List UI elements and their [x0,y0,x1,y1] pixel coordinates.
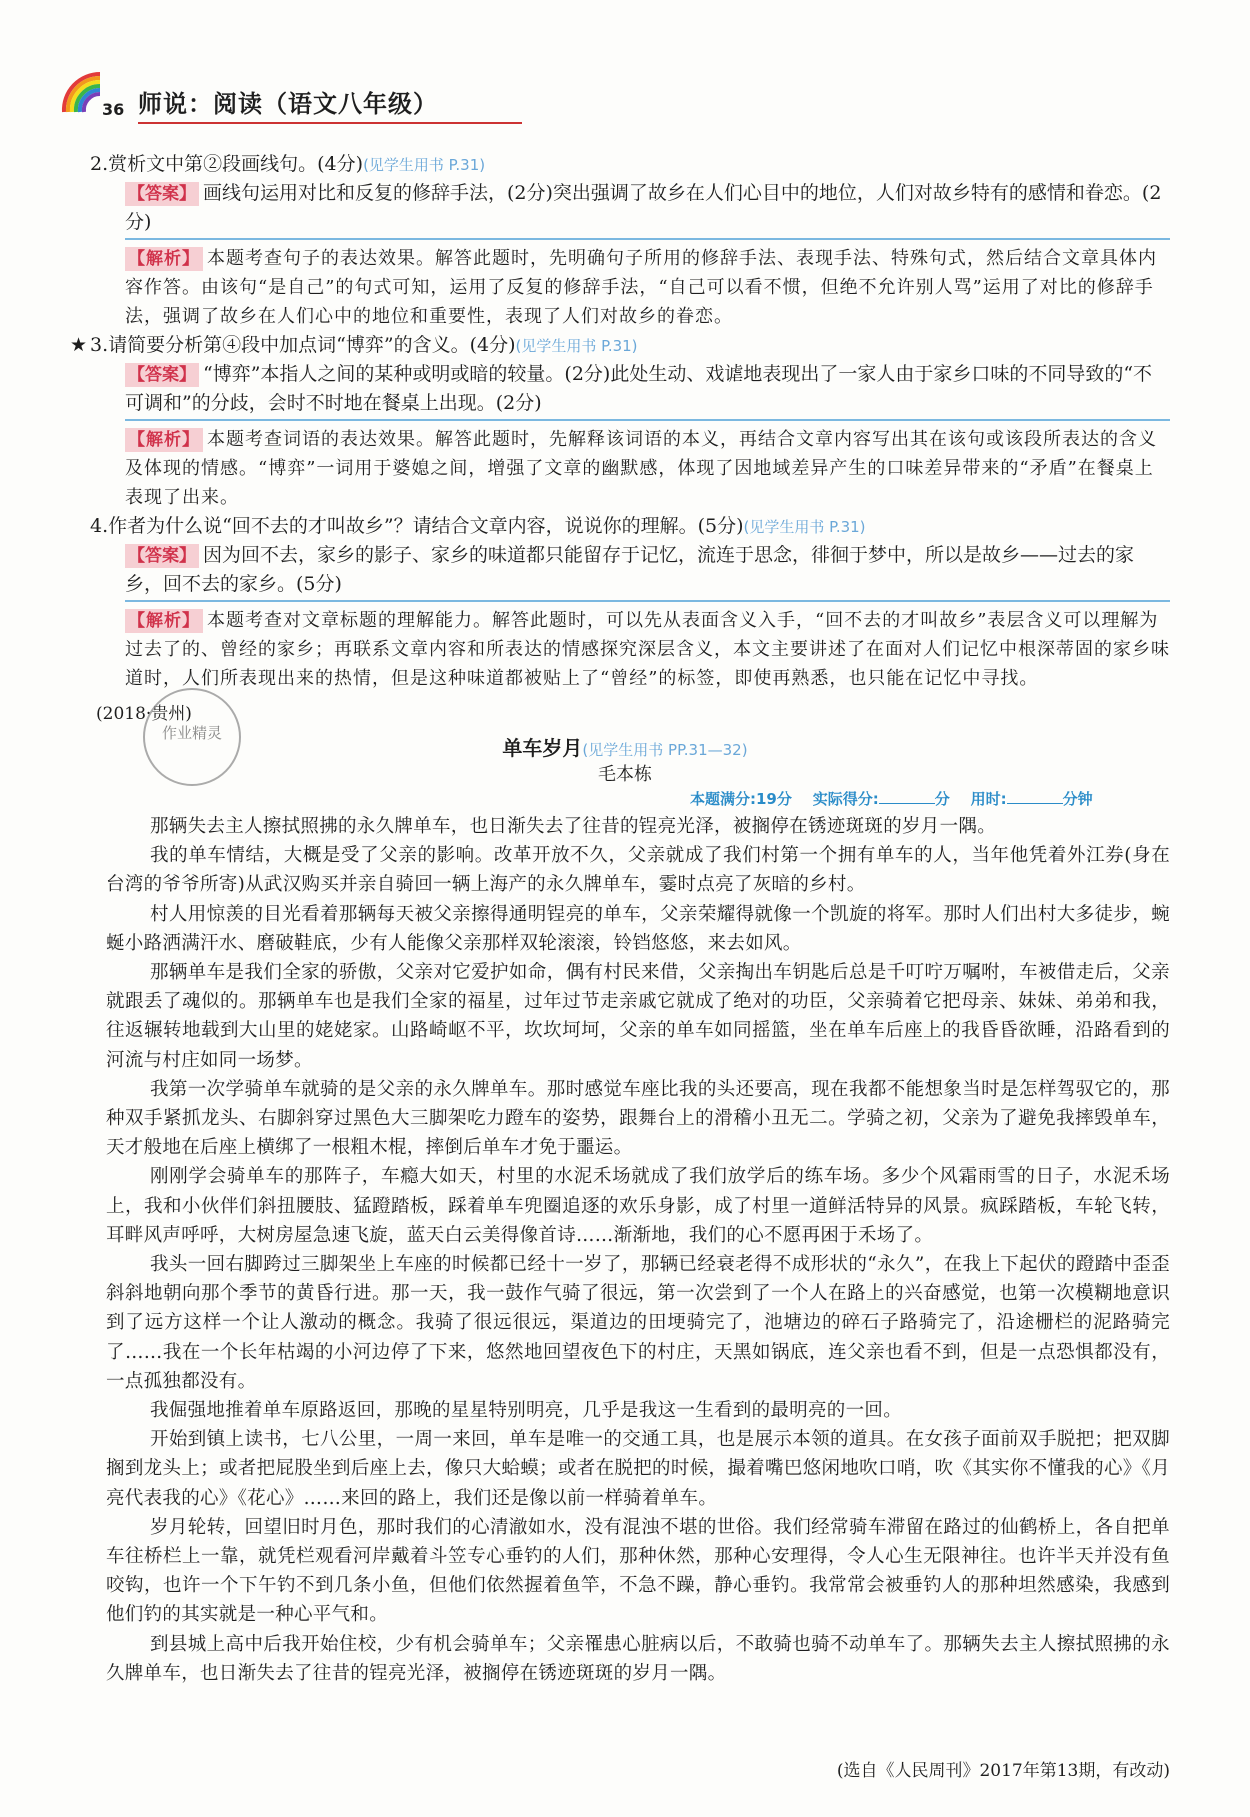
analysis-block [125,244,1170,331]
answer-text: “博弈”本指人之间的某种或明或暗的较量。(2分)此处生动、戏谑地表现出了一家人由于家乡口味的不同导致的“不可调和”的分歧，会时不时地在餐桌上出现。(2分) [125,363,1153,414]
article-paragraph: 那辆失去主人擦拭照拂的永久牌单车，也日渐失去了往昔的锃亮光泽，被搁停在锈迹斑斑的岁月一隅。 [150,816,997,837]
article-paragraph: 开始到镇上读书，七八公里，一周一来回，单车是唯一的交通工具，也是展示本领的道具。在女孩子面前双手脱把；把双脚搁到龙头上；或者把屁股坐到后座上去，像只大蛤蟆；或者在脱把的时候，撮着嘴巴悠闲地吹口哨，吹《其实你不懂我的心》《月亮代表我的心》《花心》……来回的路上，我们还是像以前一样骑着单车。 [106,1429,1170,1509]
article-paragraph: 我倔强地推着单车原路返回，那晚的星星特别明亮，几乎是我这一生看到的最明亮的一回。 [150,1400,903,1422]
article-title: 单车岁月(见学生用书 PP.31—32) [502,736,748,760]
article-paragraph: 岁月轮转，回望旧时月色，那时我们的心清澈如水，没有混浊不堪的世俗。我们经常骑车滞留在路过的仙鹤桥上，各自把单车往桥栏上一靠，就凭栏观看河岸戴着斗笠专心垂钓的人们，那种休然，那种心安理得，令人心生无限神往。也许半天并没有鱼咬钩，也许一个下午钓不到几条小鱼，但他们依然握着鱼竿，不急不躁，静心垂钓。我常常会被垂钓人的那种坦然感染，我感到他们钓的其实就是一种心平气和。 [106,1516,1170,1626]
question-ref: (见学生用书 P.31) [363,156,486,174]
score-actual-blank[interactable] [879,803,935,804]
question-text: 赏析文中第②段画线句。(4分) [108,153,364,175]
question-text: 请简要分析第④段中加点词“博弈”的含义。(4分) [108,334,516,356]
analysis-text: 本题考查对文章标题的理解能力。解答此题时，可以先从表面含义入手，“回不去的才叫故乡”表层含义可以理解为过去了的、曾经的家乡；再联系文章内容和所表达的情感探究深层含义，本文主要讲述了在面对人们记忆中根深蒂固的家乡味道时，人们所表现出来的热情，但是这种味道都被贴上了“曾经”的标签，即使再熟悉，也只能在记忆中寻找。 [125,610,1170,689]
score-total: 本题满分:19分 [690,790,792,808]
article-paragraph: 到县城上高中后我开始住校，少有机会骑单车；父亲罹患心脏病以后，不敢骑也骑不动单车了。那辆失去主人擦拭照拂的永久牌单车，也日渐失去了往昔的锃亮光泽，被搁停在锈迹斑斑的岁月一隅。 [106,1633,1170,1684]
answer-text: 画线句运用对比和反复的修辞手法，(2分)突出强调了故乡在人们心目中的地位，人们对故乡特有的感情和眷恋。(2分) [125,182,1162,233]
star-icon: ★ [70,334,88,356]
score-actual-label: 实际得分: [812,790,879,808]
answer-block [125,360,1170,421]
answer-block [125,179,1170,240]
question-ref: (见学生用书 P.31) [743,518,866,536]
stamp-text: 作业精灵 [161,724,222,742]
rainbow-logo-icon [60,66,104,114]
header-divider [138,122,522,124]
analysis-tag: 【解析】 [125,247,203,271]
book-title: 师说：阅读（语文八年级） [138,89,438,118]
question-text: 作者为什么说“回不去的才叫故乡”？请结合文章内容，说说你的理解。(5分) [108,515,744,537]
article-paragraph: 那辆单车是我们全家的骄傲，父亲对它爱护如命，偶有村民来借，父亲掏出车钥匙后总是千叮咛万嘱咐，车被借走后，父亲就跟丢了魂似的。那辆单车也是我们全家的福星，过年过节走亲戚它就成了绝对的功臣，父亲骑着它把母亲、妹妹、弟弟和我，往返辗转地载到大山里的姥姥家。山路崎岖不平，坎坎坷坷，父亲的单车如同摇篮，坐在单车后座上的我昏昏欲睡，沿路看到的河流与村庄如同一场梦。 [106,962,1170,1071]
article-paragraph: 我的单车情结，大概是受了父亲的影响。改革开放不久，父亲就成了我们村第一个拥有单车的人，当年他凭着外江券(身在台湾的爷爷所寄)从武汉购买并亲自骑回一辆上海产的永久牌单车，霎时点亮了灰暗的乡村。 [106,845,1170,896]
article-ref: (见学生用书 PP.31—32) [582,741,748,759]
question-ref: (见学生用书 P.31) [515,337,638,355]
time-blank[interactable] [1007,803,1063,804]
article-paragraph: 我头一回右脚跨过三脚架坐上车座的时候都已经十一岁了，那辆已经衰老得不成形状的“永久”，在我上下起伏的蹬踏中歪歪斜斜地朝向那个季节的黄昏行进。那一天，我一鼓作气骑了很远，第一次尝到了一个人在路上的兴奋感觉，也第一次模糊地意识到了远方这样一个让人激动的概念。我骑了很远很远，渠道边的田埂骑完了，池塘边的碎石子路骑完了，沿途栅栏的泥路骑完了……我在一个长年枯竭的小河边停了下来，悠然地回望夜色下的村庄，天黑如锅底，连父亲也看不到，但是一点恐惧都没有，一点孤独都没有。 [106,1254,1170,1392]
source-note: (2018·贵州) [96,704,192,724]
article-author: 毛本栋 [598,764,652,785]
answer-text: 因为回不去，家乡的影子、家乡的味道都只能留存于记忆，流连于思念，徘徊于梦中，所以是故乡——过去的家乡，回不去的家乡。(5分) [125,544,1135,595]
question-2: 2.赏析文中第②段画线句。(4分)(见学生用书 P.31) [90,153,486,175]
answer-tag: 【答案】 [125,544,199,568]
article-paragraph: 我第一次学骑单车就骑的是父亲的永久牌单车。那时感觉车座比我的头还要高，现在我都不能想象当时是怎样驾驭它的，那种双手紧抓龙头、右脚斜穿过黑色大三脚架吃力蹬车的姿势，跟舞台上的滑稽小丑无二。学骑之初，父亲为了避免我摔毁单车，天才般地在后座上横绑了一根粗木棍，摔倒后单车才免于噩运。 [106,1078,1170,1159]
score-bar: 本题满分:19分 实际得分: 分 用时: 分钟 [690,790,1093,808]
article-paragraph: 村人用惊羡的目光看着那辆每天被父亲擦得通明锃亮的单车，父亲荣耀得就像一个凯旋的将军。那时人们出村大多徒步，蜿蜒小路洒满汗水、磨破鞋底，少有人能像父亲那样双轮滚滚，铃铛悠悠，来去如风。 [106,903,1170,954]
analysis-tag: 【解析】 [125,609,203,633]
answer-tag: 【答案】 [125,182,199,206]
analysis-tag: 【解析】 [125,428,203,452]
time-label: 用时: [970,790,1007,808]
answer-block [125,541,1170,602]
question-3: ★ 3.请简要分析第④段中加点词“博弈”的含义。(4分)(见学生用书 P.31) [90,331,1170,360]
answer-tag: 【答案】 [125,363,199,387]
article-citation: (选自《人民周刊》2017年第13期，有改动) [836,1761,1170,1781]
page-header [60,66,480,126]
article-body [106,812,1170,1688]
analysis-text: 本题考查词语的表达效果。解答此题时，先解释该词语的本义，再结合文章内容写出其在该句或该段所表达的含义及体现的情感。“博弈”一词用于婆媳之间，增强了文章的幽默感，体现了因地域差异产生的口味差异带来的“矛盾”在餐桌上表现了出来。 [125,429,1157,508]
analysis-block [125,606,1170,693]
question-4: 4.作者为什么说“回不去的才叫故乡”？请结合文章内容，说说你的理解。(5分)(见学生用书 P.31) [90,515,866,537]
article-paragraph: 刚刚学会骑单车的那阵子，车瘾大如天，村里的水泥禾场就成了我们放学后的练车场。多少个风霜雨雪的日子，水泥禾场上，我和小伙伴们斜扭腰肢、猛蹬踏板，踩着单车兜圈追逐的欢乐身影，成了村里一道鲜活特异的风景。疯踩踏板，车轮飞转，耳畔风声呼呼，大树房屋急速飞旋，蓝天白云美得像首诗……渐渐地，我们的心不愿再困于禾场了。 [106,1166,1170,1246]
analysis-block [125,425,1170,512]
questions-section [70,150,1170,724]
analysis-text: 本题考查句子的表达效果。解答此题时，先明确句子所用的修辞手法、表现手法、特殊句式，然后结合文章具体内容作答。由该句“是自己”的句式可知，运用了反复的修辞手法，“自己可以看不惯，但绝不允许别人骂”运用了对比的修辞手法，强调了故乡在人们心中的地位和重要性，表现了人们对故乡的眷恋。 [125,248,1157,327]
page-number: 36 [102,100,125,119]
